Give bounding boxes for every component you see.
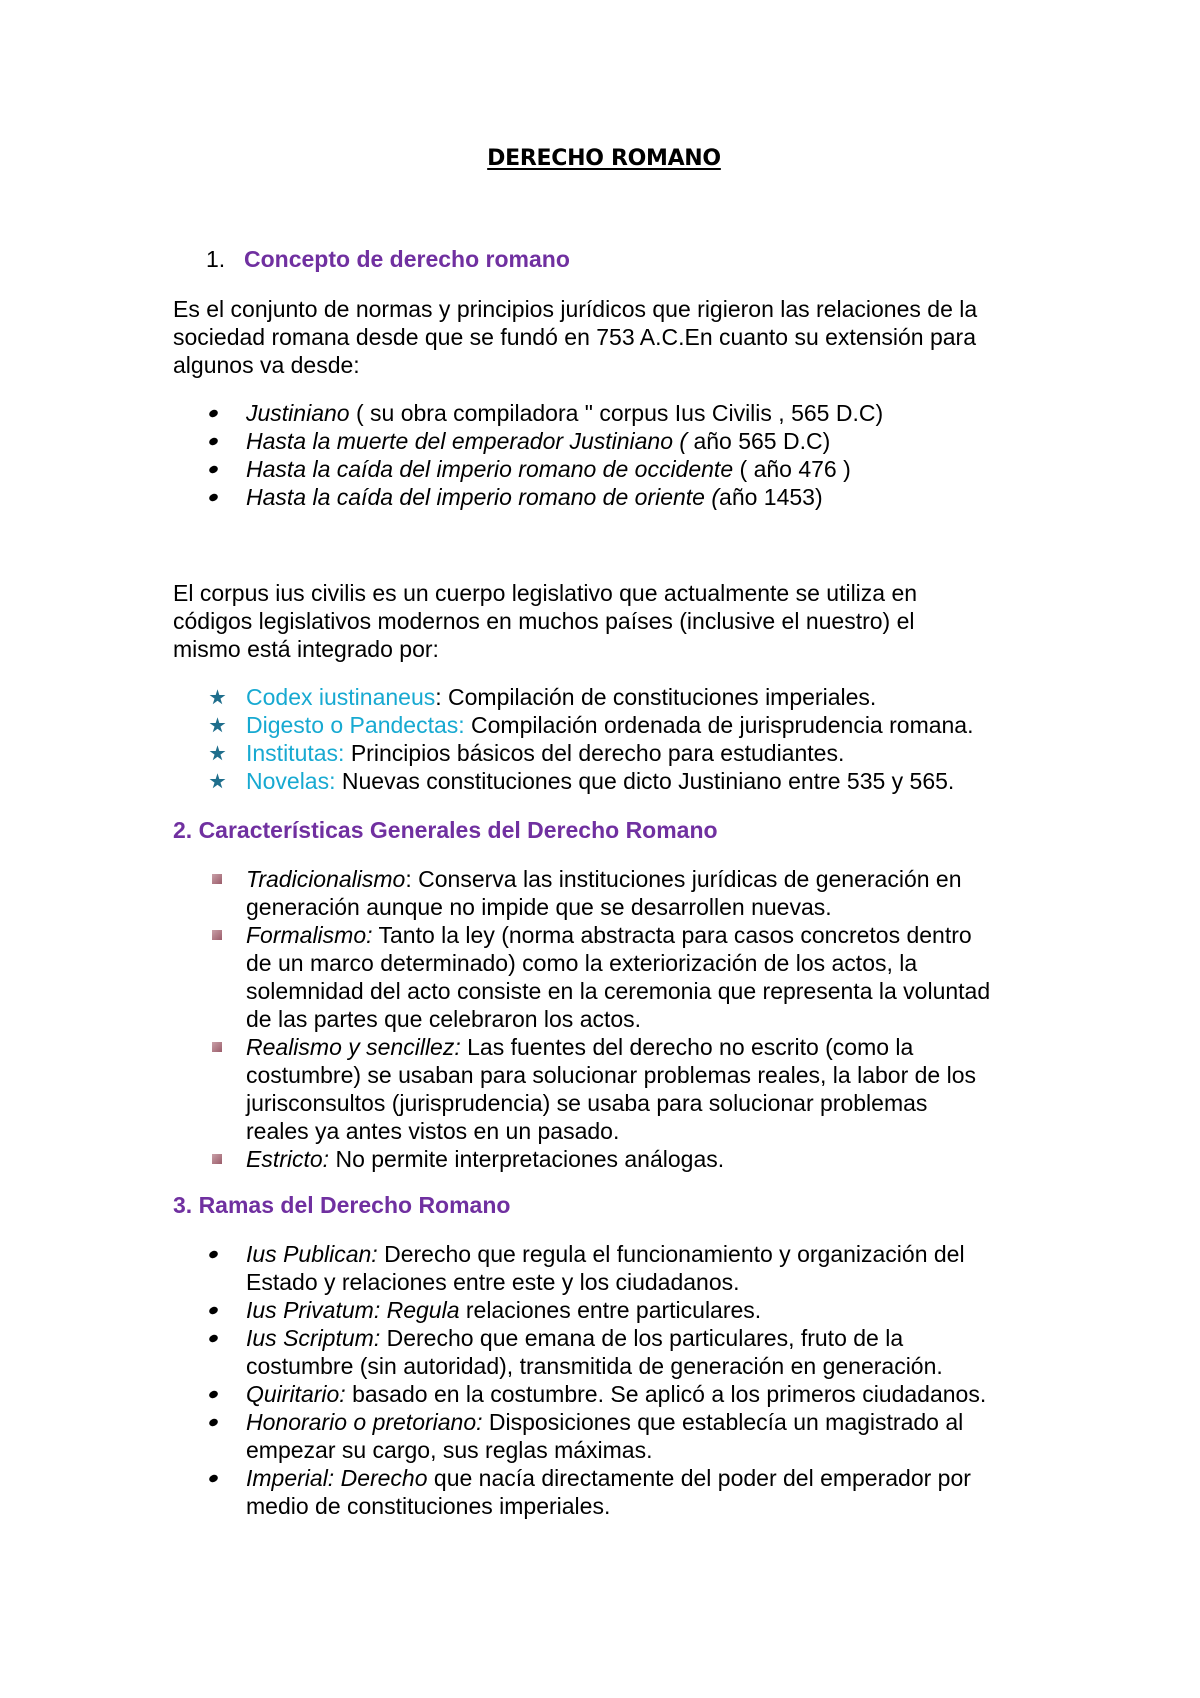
star-bullet-icon: [210, 683, 225, 711]
item-text: No permite interpretaciones análogas.: [329, 1146, 725, 1172]
list-item: [0, 921, 1100, 1033]
section-1-number: 1.: [206, 246, 226, 272]
concept-line: algunos va desde:: [173, 352, 360, 378]
corpus-line: códigos legislativos modernos en muchos países (inclusive el nuestro) el: [173, 608, 915, 634]
characteristics-list: [0, 865, 1100, 1173]
bullet-dot-icon: [209, 1408, 218, 1436]
item-term: Ius Publican:: [246, 1241, 378, 1267]
item-term: Hasta la caída del imperio romano de occidente: [246, 456, 734, 482]
list-item: [0, 483, 1100, 511]
item-text: medio de constituciones imperiales.: [246, 1493, 611, 1519]
item-text: ( año 476 ): [733, 456, 851, 482]
item-term: Hasta la caída del imperio romano de oriente (: [246, 484, 720, 510]
item-text: empezar su cargo, sus reglas máximas.: [246, 1437, 653, 1463]
list-item: [0, 739, 1100, 767]
bullet-dot-icon: [209, 1380, 218, 1408]
item-text: solemnidad del acto consiste en la ceremonia que representa la voluntad: [246, 978, 991, 1004]
item-text: Tanto la ley (norma abstracta para casos concretos dentro: [372, 922, 972, 948]
bullet-dot-icon: [209, 1296, 218, 1324]
page-title: DERECHO ROMANO: [487, 146, 721, 171]
item-term: Institutas:: [246, 740, 345, 766]
item-term: Digesto o Pandectas:: [246, 712, 465, 738]
item-text: Disposiciones que establecía un magistrado al: [482, 1409, 964, 1435]
section-1-title: Concepto de derecho romano: [244, 246, 570, 272]
bullet-dot-icon: [209, 1240, 218, 1268]
square-bullet-icon: [212, 865, 222, 893]
item-text: Principios básicos del derecho para estudiantes.: [344, 740, 845, 766]
item-term: Codex iustinaneus: [246, 684, 436, 710]
star-bullet-icon: [210, 711, 225, 739]
bullet-dot-icon: [209, 483, 218, 511]
concept-line: Es el conjunto de normas y principios jurídicos que rigieron las relaciones de la: [173, 296, 978, 322]
item-text: Nuevas constituciones que dicto Justiniano entre 535 y 565.: [335, 768, 955, 794]
star-bullet-icon: [210, 739, 225, 767]
item-term: Honorario o pretoriano:: [246, 1409, 483, 1435]
section-1-heading: [206, 246, 570, 273]
corpus-line: El corpus ius civilis es un cuerpo legislativo que actualmente se utiliza en: [173, 580, 918, 606]
corpus-line: mismo está integrado por:: [173, 636, 439, 662]
item-text: reales ya antes vistos en un pasado.: [246, 1118, 620, 1144]
bullet-dot-icon: [209, 399, 218, 427]
list-item: [0, 767, 1100, 795]
item-text: ( su obra compiladora " corpus Ius Civilis , 565 D.C): [349, 400, 884, 426]
corpus-paragraph: [173, 579, 1053, 663]
item-text: Derecho que emana de los particulares, fruto de la: [380, 1325, 904, 1351]
item-term: Novelas:: [246, 768, 336, 794]
item-text: año 565 D.C): [687, 428, 831, 454]
list-item: [0, 865, 1100, 921]
item-term: Quiritario:: [246, 1381, 346, 1407]
item-text: Estado y relaciones entre este y los ciudadanos.: [246, 1269, 740, 1295]
list-item: [0, 455, 1100, 483]
concept-line: sociedad romana desde que se fundó en 753 A.C.En cuanto su extensión para: [173, 324, 977, 350]
item-text: relaciones entre particulares.: [459, 1297, 762, 1323]
list-item: [0, 711, 1100, 739]
item-text: : Compilación de constituciones imperiales.: [435, 684, 877, 710]
item-text: año 1453): [719, 484, 823, 510]
bullet-dot-icon: [209, 455, 218, 483]
list-item: [0, 1296, 1100, 1324]
item-term: Hasta la muerte del emperador Justiniano (: [246, 428, 688, 454]
list-item: [0, 1380, 1100, 1408]
branches-list: [0, 1240, 1100, 1520]
list-item: [0, 427, 1100, 455]
item-term: Tradicionalismo: [246, 866, 406, 892]
item-term: Ius Scriptum:: [246, 1325, 381, 1351]
item-text: que nacía directamente del poder del emperador por: [427, 1465, 971, 1491]
list-item: [0, 1240, 1100, 1296]
item-text: de las partes que celebraron los actos.: [246, 1006, 642, 1032]
item-term: Justiniano: [246, 400, 350, 426]
concept-paragraph: [173, 295, 1053, 379]
star-bullet-icon: [210, 767, 225, 795]
square-bullet-icon: [212, 921, 222, 949]
item-text: : Conserva las instituciones jurídicas de generación en: [405, 866, 962, 892]
list-item: [0, 1145, 1100, 1173]
list-item: [0, 1033, 1100, 1145]
section-3-heading: 3. Ramas del Derecho Romano: [173, 1192, 511, 1218]
item-text: generación aunque no impide que se desarrollen nuevas.: [246, 894, 832, 920]
list-item: [0, 1324, 1100, 1380]
item-text: Las fuentes del derecho no escrito (como la: [460, 1034, 914, 1060]
list-item: [0, 399, 1100, 427]
corpus-list: [0, 683, 1100, 795]
square-bullet-icon: [212, 1145, 222, 1173]
item-term: Ius Privatum: Regula: [246, 1297, 460, 1323]
list-item: [0, 1408, 1100, 1464]
bullet-dot-icon: [209, 427, 218, 455]
item-term: Estricto:: [246, 1146, 330, 1172]
list-item: [0, 683, 1100, 711]
item-text: jurisconsultos (jurisprudencia) se usaba para solucionar problemas: [246, 1090, 928, 1116]
item-text: Compilación ordenada de jurisprudencia romana.: [464, 712, 974, 738]
square-bullet-icon: [212, 1033, 222, 1061]
bullet-dot-icon: [209, 1324, 218, 1352]
list-item: [0, 1464, 1100, 1520]
item-text: costumbre) se usaban para solucionar problemas reales, la labor de los: [246, 1062, 977, 1088]
item-text: de un marco determinado) como la exteriorización de los actos, la: [246, 950, 918, 976]
item-term: Realismo y sencillez:: [246, 1034, 461, 1060]
extension-list: [0, 399, 1100, 511]
item-text: Derecho que regula el funcionamiento y organización del: [377, 1241, 965, 1267]
item-term: Imperial: Derecho: [246, 1465, 428, 1491]
item-text: costumbre (sin autoridad), transmitida de generación en generación.: [246, 1353, 943, 1379]
bullet-dot-icon: [209, 1464, 218, 1492]
section-2-heading: 2. Características Generales del Derecho Romano: [173, 817, 718, 843]
item-term: Formalismo:: [246, 922, 373, 948]
item-text: basado en la costumbre. Se aplicó a los primeros ciudadanos.: [345, 1381, 987, 1407]
